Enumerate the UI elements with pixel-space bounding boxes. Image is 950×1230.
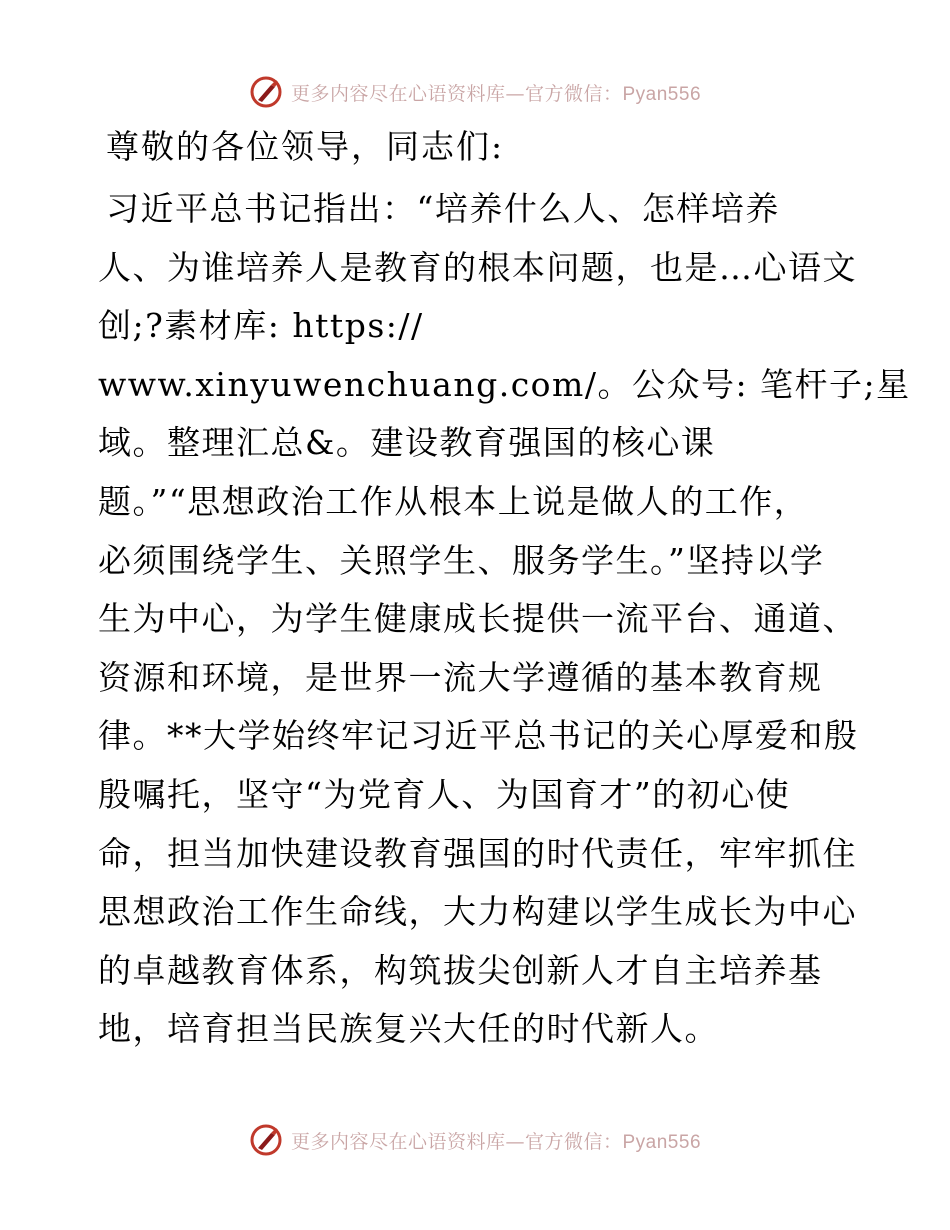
header-banner-wechat-label: 官方微信： <box>524 82 623 105</box>
header-banner <box>0 72 950 112</box>
body-line: 必须围绕学生、关照学生、服务学生。”坚持以学 <box>98 540 825 580</box>
body-line: 资源和环境，是世界一流大学遵循的基本教育规 <box>98 657 823 697</box>
header-banner-text <box>291 79 701 106</box>
footer-banner <box>0 1120 950 1160</box>
body-line: 命，担当加快建设教育强国的时代责任，牢牢抓住 <box>98 833 857 873</box>
body-line: 人、为谁培养人是教育的根本问题，也是…心语文 <box>98 247 857 287</box>
body-line: 殷嘱托，坚守“为党育人、为国育才”的初心使 <box>98 774 791 814</box>
body-line: 习近平总书记指出：“培养什么人、怎样培养 <box>106 189 780 228</box>
body-line: 律。**大学始终牢记习近平总书记的关心厚爱和殷 <box>98 716 859 756</box>
footer-banner-title: 更多内容尽在心语资料库 <box>290 1130 506 1153</box>
body-line: 地，培育担当民族复兴大任的时代新人。 <box>98 1009 719 1049</box>
body-line: 创;?素材库: https:// <box>98 306 424 346</box>
body-line: 生为中心，为学生健康成长提供一流平台、通道、 <box>98 599 857 639</box>
footer-banner-wechat-id: Pyan556 <box>622 1131 702 1153</box>
body-line: 题。”“思想政治工作从根本上说是做人的工作， <box>98 481 809 521</box>
body-line: 的卓越教育体系，构筑拔尖创新人才自主培养基 <box>98 950 823 990</box>
body-line: 思想政治工作生命线，大力构建以学生成长为中心 <box>98 892 857 932</box>
salutation: 尊敬的各位领导，同志们: <box>106 127 505 166</box>
footer-banner-wechat-label: 官方微信： <box>524 1130 623 1153</box>
footer-banner-text <box>291 1127 701 1154</box>
body-line: 域。整理汇总&。建设教育强国的核心课 <box>98 423 716 463</box>
footer-banner-separator: — <box>505 1130 525 1153</box>
document-body <box>98 118 911 1059</box>
header-banner-wechat-id: Pyan556 <box>622 83 702 105</box>
pen-logo-icon <box>249 1123 283 1157</box>
body-line: www.xinyuwenchuang.com/。公众号: 笔杆子;星 <box>98 364 911 404</box>
header-banner-title: 更多内容尽在心语资料库 <box>290 82 506 105</box>
body-paragraph <box>98 180 911 1059</box>
pen-logo-icon <box>249 75 283 109</box>
header-banner-separator: — <box>505 82 525 105</box>
